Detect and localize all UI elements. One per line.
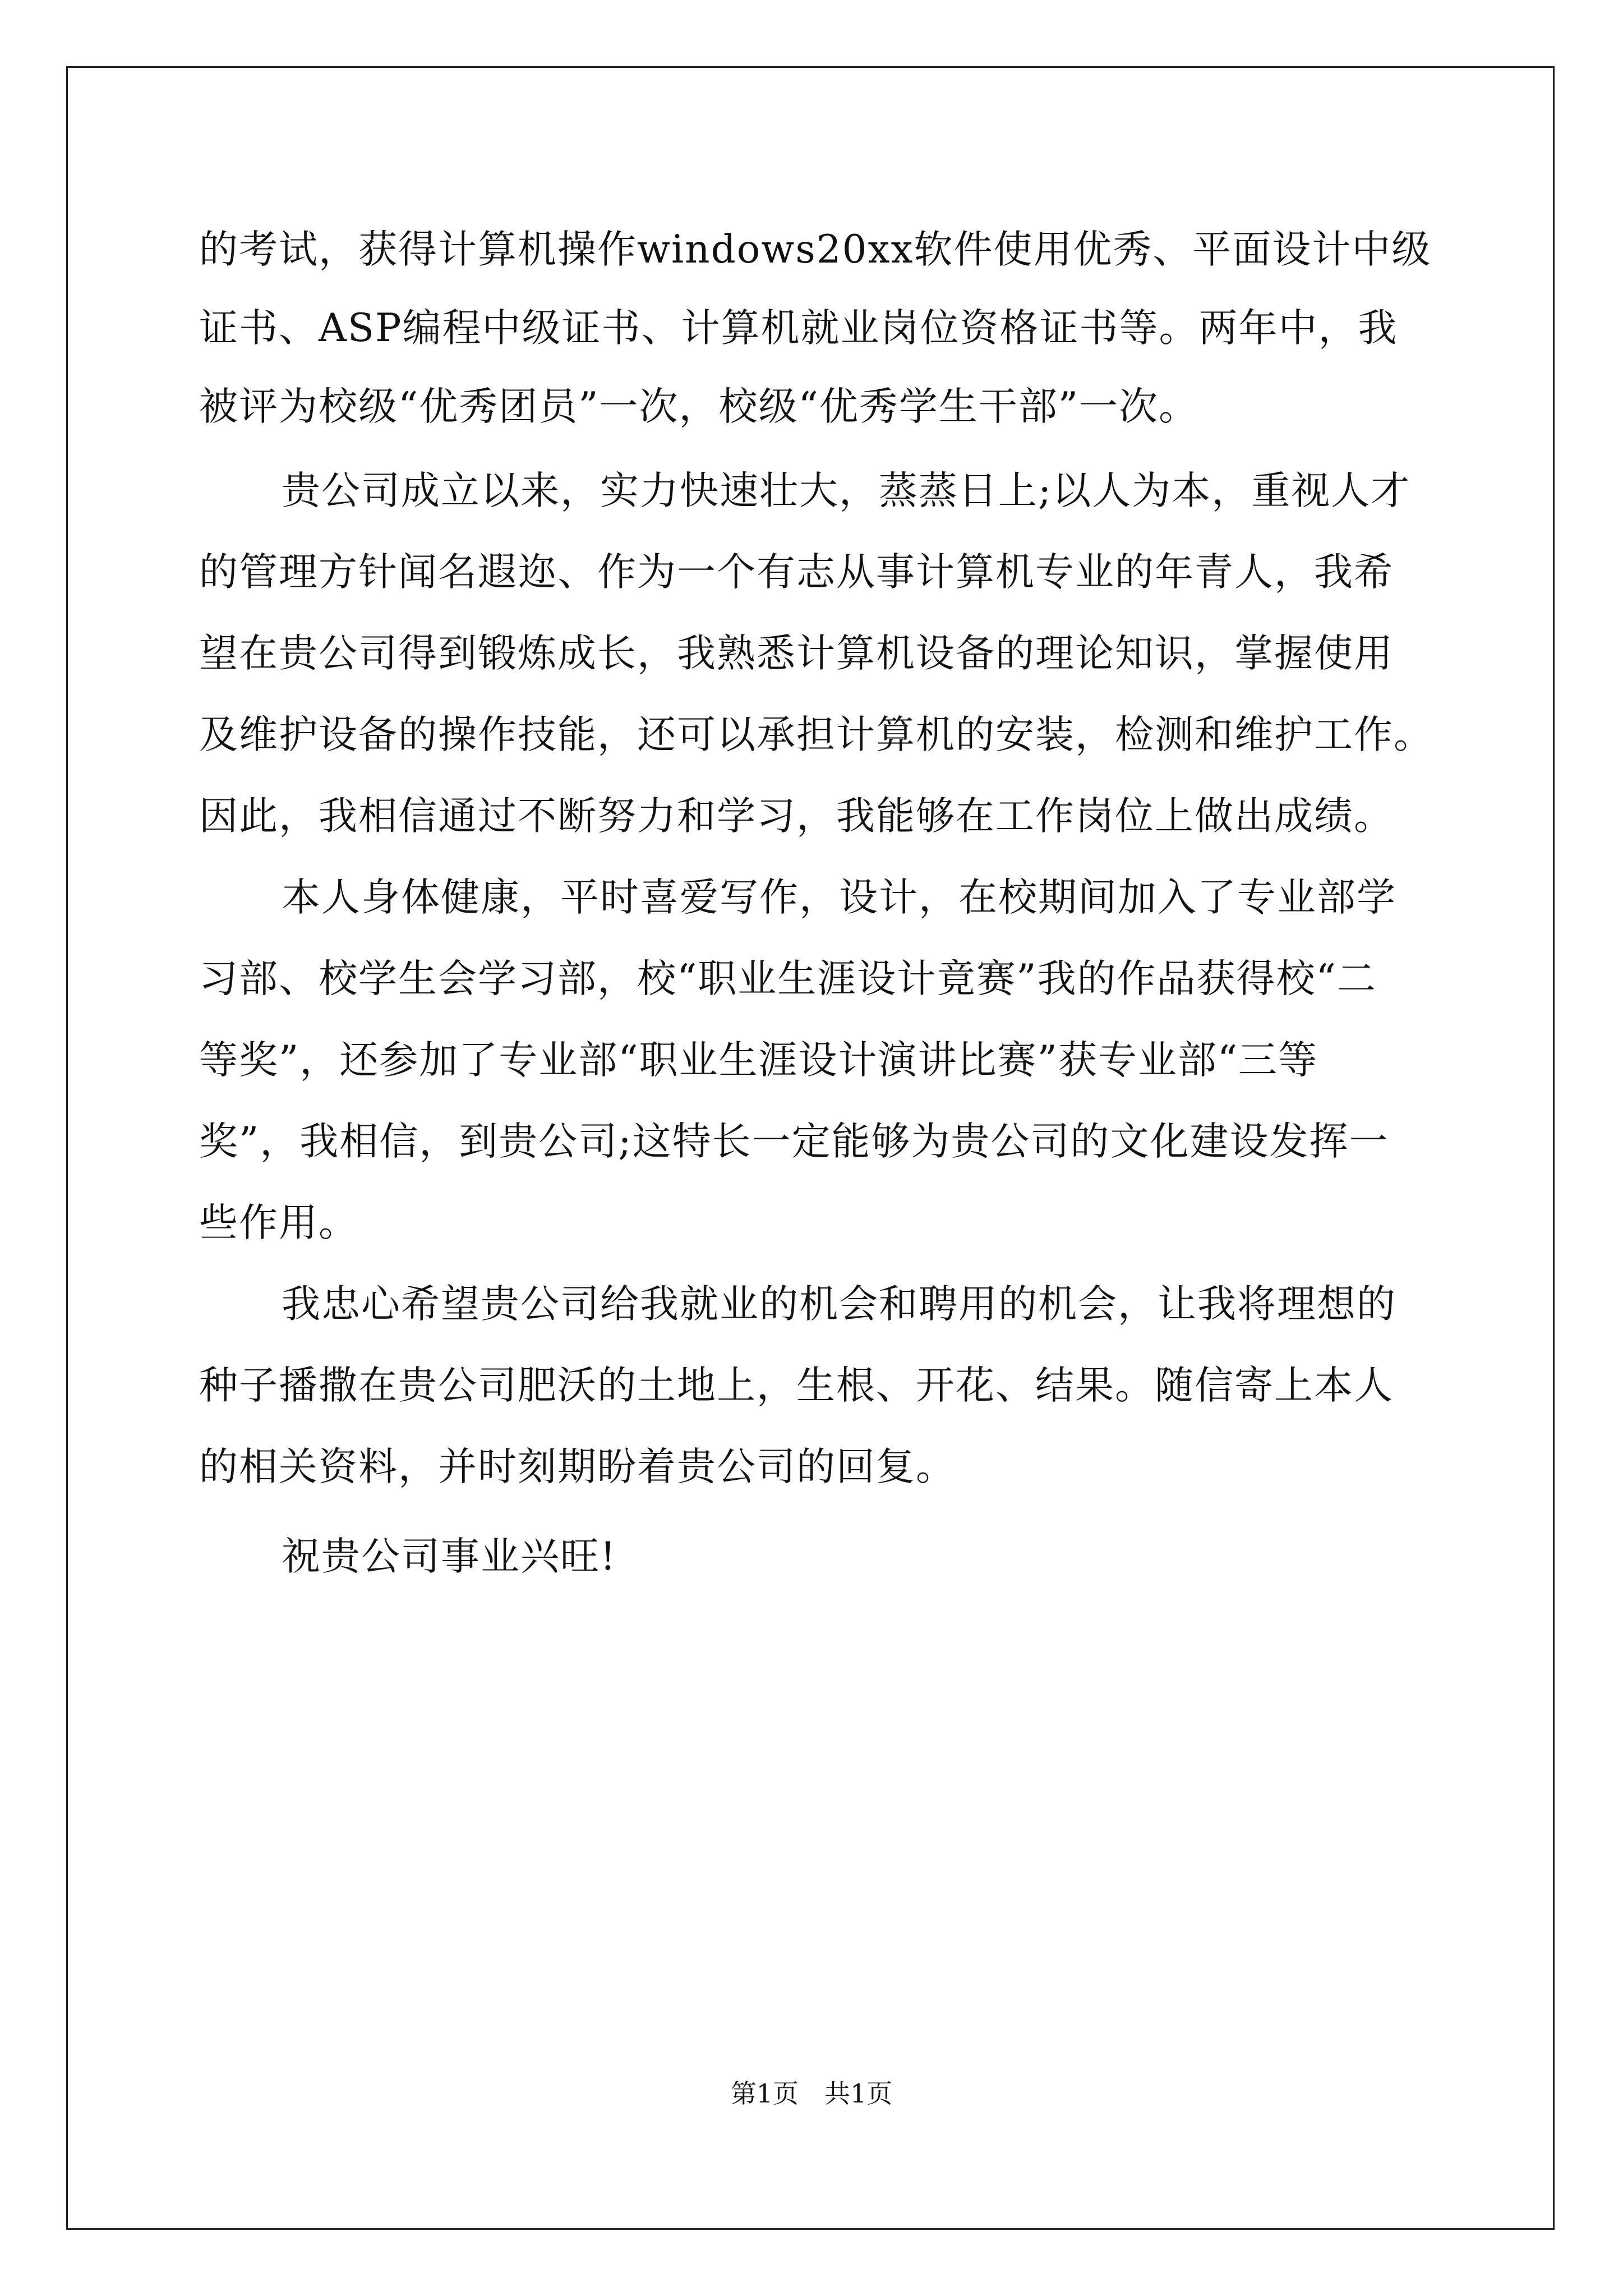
- text-line: 等奖”，还参加了专业部“职业生涯设计演讲比赛”获专业部“三等: [199, 1038, 1318, 1083]
- closing-greeting: 祝贵公司事业兴旺!: [282, 1534, 617, 1579]
- text-line: 证书、ASP编程中级证书、计算机就业岗位资格证书等。两年中，我: [199, 306, 1398, 351]
- text-line: 因此，我相信通过不断努力和学习，我能够在工作岗位上做出成绩。: [199, 794, 1394, 839]
- paragraph-first-line: 我忠心希望贵公司给我就业的机会和聘用的机会，让我将理想的: [282, 1282, 1396, 1327]
- text-line: 些作用。: [199, 1200, 358, 1245]
- text-line: 及维护设备的操作技能，还可以承担计算机的安装，检测和维护工作。: [199, 712, 1433, 757]
- paragraph-first-line: 贵公司成立以来，实力快速壮大，蒸蒸日上;以人为本，重视人才: [282, 468, 1411, 513]
- text-line: 的相关资料，并时刻期盼着贵公司的回复。: [199, 1444, 956, 1489]
- text-line: 种子播撒在贵公司肥沃的土地上，生根、开花、结果。随信寄上本人: [199, 1363, 1394, 1408]
- text-line: 被评为校级“优秀团员”一次，校级“优秀学生干部”一次。: [199, 384, 1199, 429]
- page-footer: [0, 2077, 1623, 2110]
- paragraph-first-line: 本人身体健康，平时喜爱写作，设计，在校期间加入了专业部学: [282, 875, 1396, 920]
- text-line: 的考试，获得计算机操作windows20xx软件使用优秀、平面设计中级: [199, 227, 1432, 272]
- text-line: 的管理方针闻名遐迩、作为一个有志从事计算机专业的年青人，我希: [199, 550, 1394, 595]
- text-line: 奖”，我相信，到贵公司;这特长一定能够为贵公司的文化建设发挥一: [199, 1119, 1389, 1164]
- page-number: 第1页: [730, 2078, 799, 2109]
- page-total: 共1页: [824, 2078, 893, 2109]
- text-line: 习部、校学生会学习部，校“职业生涯设计竟赛”我的作品获得校“二: [199, 956, 1377, 1001]
- text-line: 望在贵公司得到锻炼成长，我熟悉计算机设备的理论知识，掌握使用: [199, 631, 1394, 676]
